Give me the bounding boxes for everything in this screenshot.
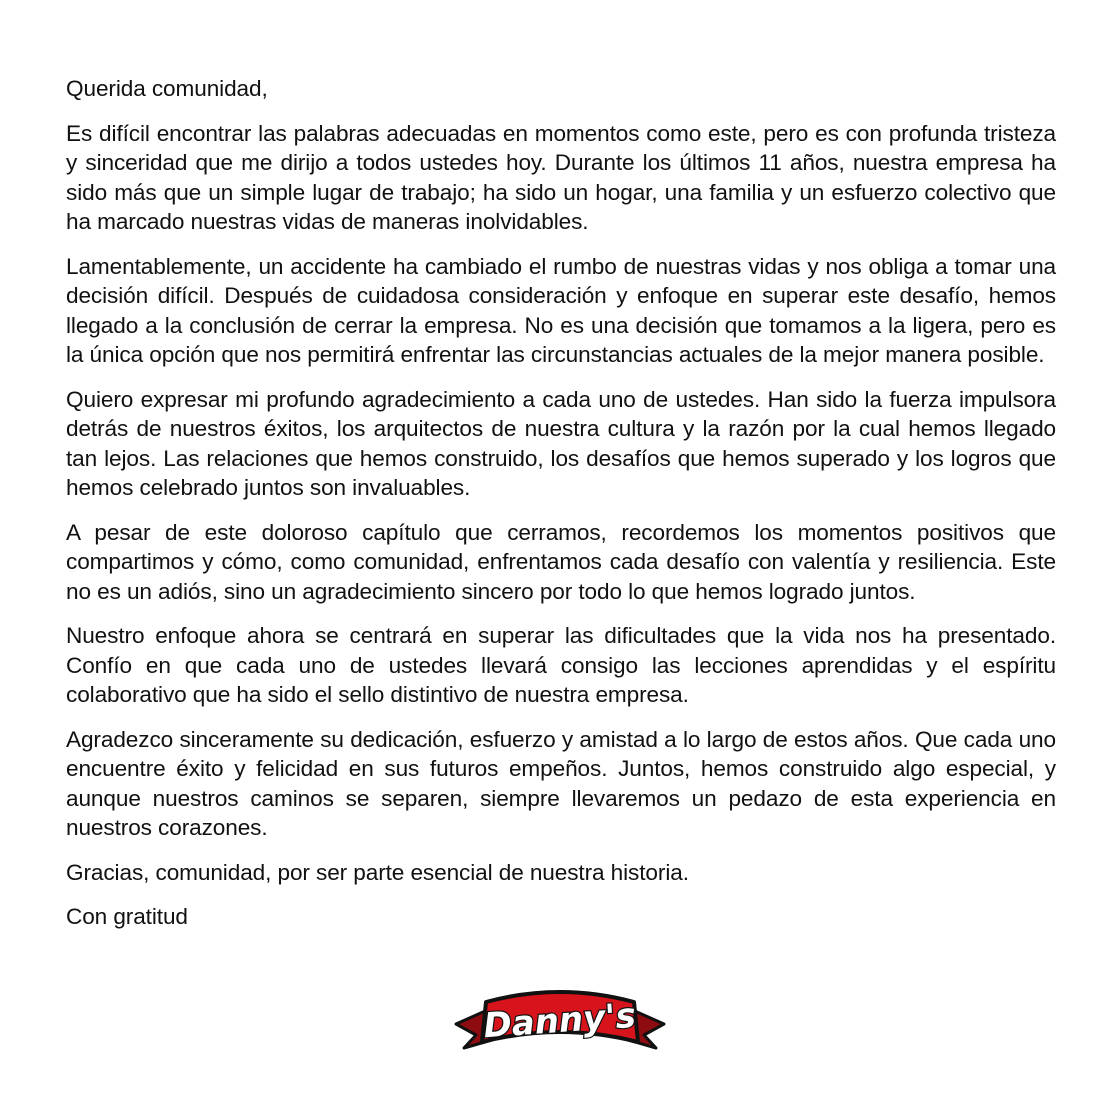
dannys-logo	[452, 978, 668, 1064]
letter-paragraph: Nuestro enfoque ahora se centrará en superar las dificultades que la vida nos ha presentado. Confío en que cada uno de ustedes llevará consigo las lecciones aprendidas y el espíritu colaborativo que ha sido el sello distintivo de nuestra empresa.	[66, 623, 1056, 707]
dannys-logo-graphic	[452, 978, 668, 1064]
logo-wordmark: Danny's	[482, 995, 638, 1047]
letter-closing-line: Gracias, comunidad, por ser parte esencial de nuestra historia.	[66, 859, 689, 885]
letter-body	[66, 74, 1056, 947]
letter-sign-off: Con gratitud	[66, 904, 188, 929]
letter-greeting: Querida comunidad,	[66, 76, 268, 101]
letter-paragraph: Lamentablemente, un accidente ha cambiado el rumbo de nuestras vidas y nos obliga a tomar una decisión difícil. Después de cuidadosa consideración y enfoque en superar este desafío, hemos llegado a la conclusión de cerrar la empresa. No es una decisión que tomamos a la ligera, pero es la única opción que nos permitirá enfrentar las circunstancias actuales de la mejor manera posible.	[66, 253, 1056, 367]
letter-paragraph: Quiero expresar mi profundo agradecimiento a cada uno de ustedes. Han sido la fuerza impulsora detrás de nuestros éxitos, los arquitectos de nuestra cultura y la razón por la cual hemos llegado tan lejos. Las relaciones que hemos construido, los desafíos que hemos superado y los logros que hemos celebrado juntos son invaluables.	[66, 386, 1056, 500]
letter-paragraph: Agradezco sinceramente su dedicación, esfuerzo y amistad a lo largo de estos años. Que cada uno encuentre éxito y felicidad en sus futuros empeños. Juntos, hemos construido algo especial, y aunque nuestros caminos se separen, siempre llevaremos un pedazo de esta experiencia en nuestros corazones.	[66, 726, 1056, 840]
letter-paragraph: Es difícil encontrar las palabras adecuadas en momentos como este, pero es con profunda tristeza y sinceridad que me dirijo a todos ustedes hoy. Durante los últimos 11 años, nuestra empresa ha sido más que un simple lugar de trabajo; ha sido un hogar, una familia y un esfuerzo colectivo que ha marcado nuestras vidas de maneras inolvidables.	[66, 120, 1056, 234]
letter-paragraph: A pesar de este doloroso capítulo que cerramos, recordemos los momentos positivos que compartimos y cómo, como comunidad, enfrentamos cada desafío con valentía y resiliencia. Este no es un adiós, sino un agradecimiento sincero por todo lo que hemos logrado juntos.	[66, 519, 1056, 604]
